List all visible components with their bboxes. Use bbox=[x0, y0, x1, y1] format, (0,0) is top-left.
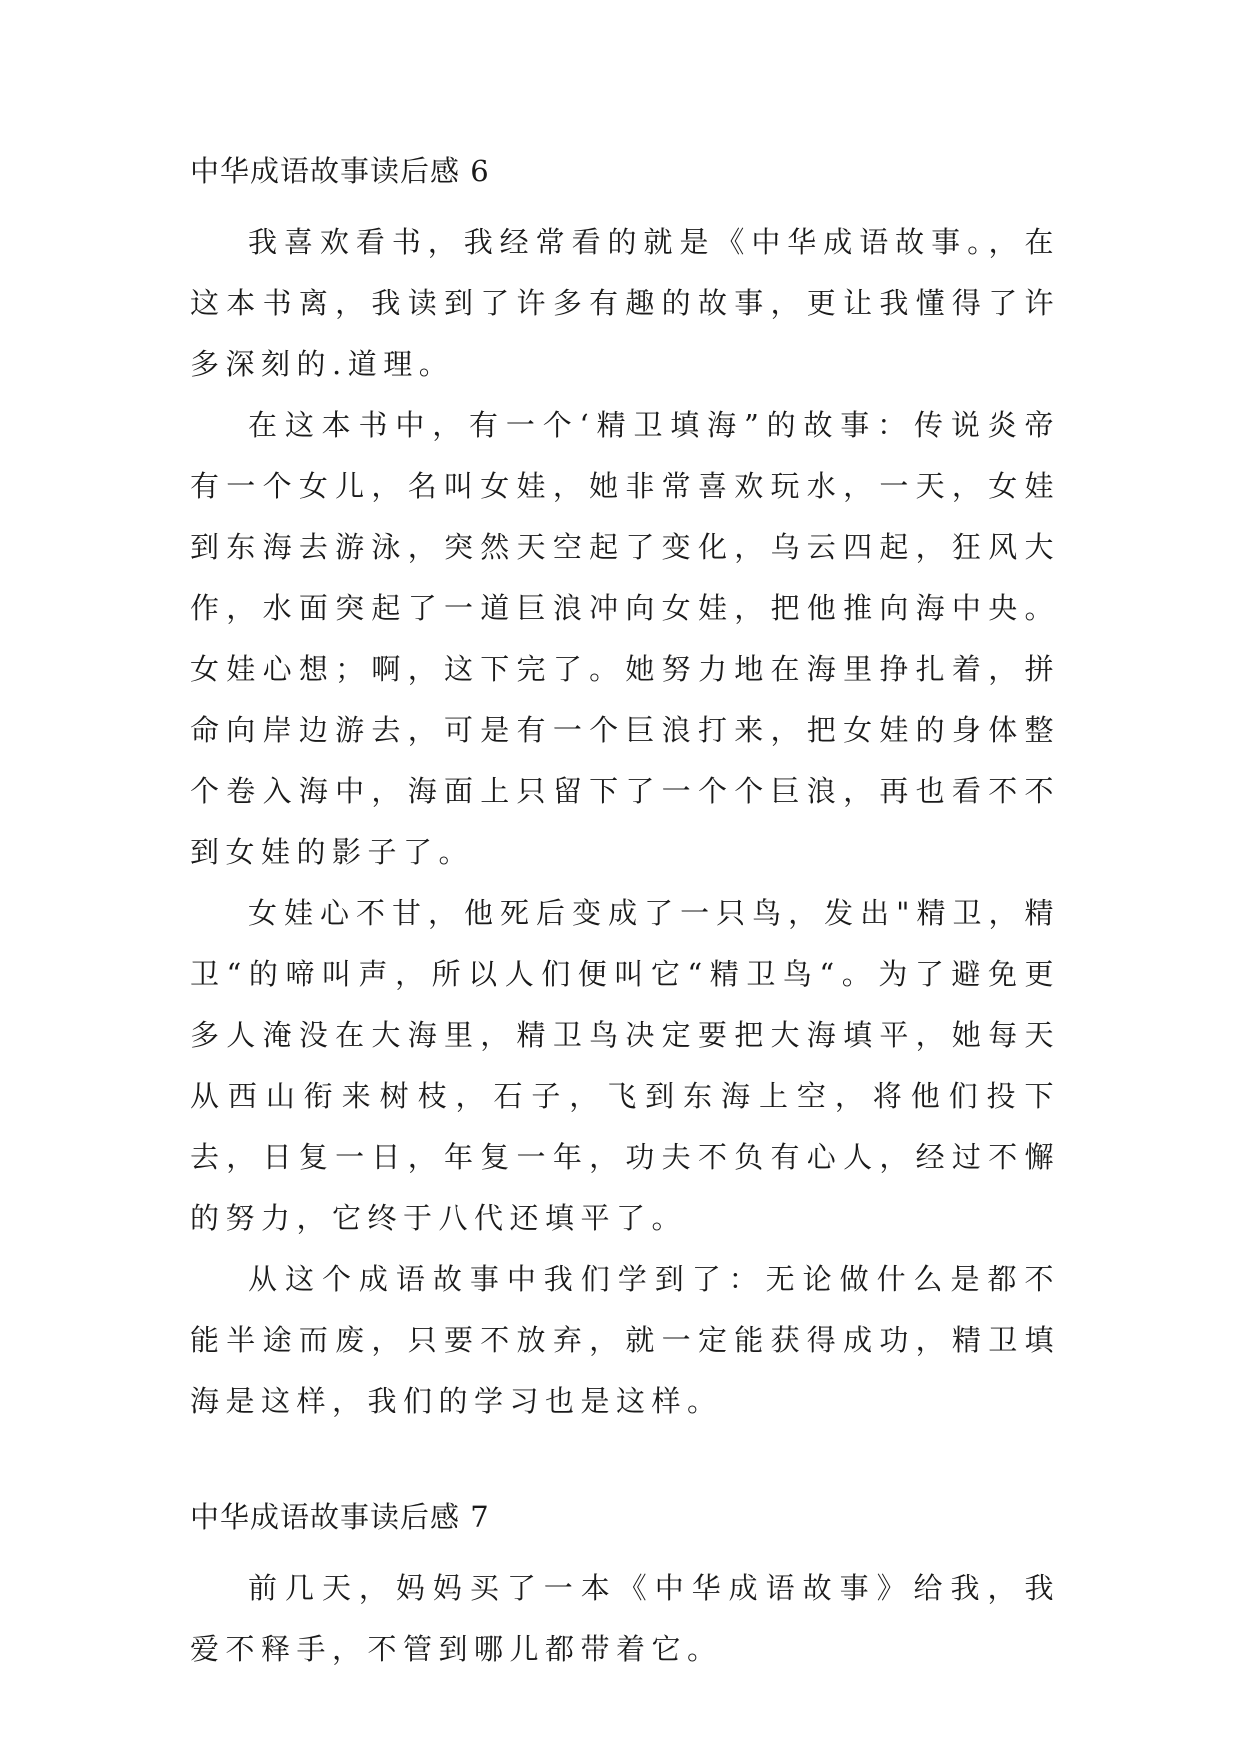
document-page bbox=[190, 152, 1060, 1680]
essay-section-7 bbox=[190, 1498, 1060, 1680]
paragraph: 从这个成语故事中我们学到了：无论做什么是都不能半途而废，只要不放弃，就一定能获得成功，精卫填海是这样，我们的学习也是这样。 bbox=[190, 1262, 1060, 1418]
paragraph: 我喜欢看书，我经常看的就是《中华成语故事。，在这本书离，我读到了许多有趣的故事，更让我懂得了许多深刻的.道理。 bbox=[190, 225, 1060, 381]
section-title: 中华成语故事读后感 6 bbox=[190, 154, 490, 188]
paragraph: 在这本书中，有一个‘精卫填海”的故事：传说炎帝有一个女儿，名叫女娃，她非常喜欢玩水，一天，女娃到东海去游泳，突然天空起了变化，乌云四起，狂风大作，水面突起了一道巨浪冲向女娃，把他推向海中央。女娃心想；啊，这下完了。她努力地在海里挣扎着，拼命向岸边游去，可是有一个巨浪打来，把女娃的身体整个卷入海中，海面上只留下了一个个巨浪，再也看不不到女娃的影子了。 bbox=[190, 408, 1060, 869]
paragraph: 前几天，妈妈买了一本《中华成语故事》给我，我爱不释手，不管到哪儿都带着它。 bbox=[190, 1571, 1060, 1666]
section-title: 中华成语故事读后感 7 bbox=[190, 1500, 490, 1534]
essay-section-6 bbox=[190, 152, 1060, 1432]
paragraph: 女娃心不甘，他死后变成了一只鸟，发出"精卫，精卫“的啼叫声，所以人们便叫它“精卫鸟“。为了避免更多人淹没在大海里，精卫鸟决定要把大海填平，她每天从西山衔来树枝，石子，飞到东海上空，将他们投下去，日复一日，年复一年，功夫不负有心人，经过不懈的努力，它终于八代还填平了。 bbox=[190, 896, 1060, 1235]
